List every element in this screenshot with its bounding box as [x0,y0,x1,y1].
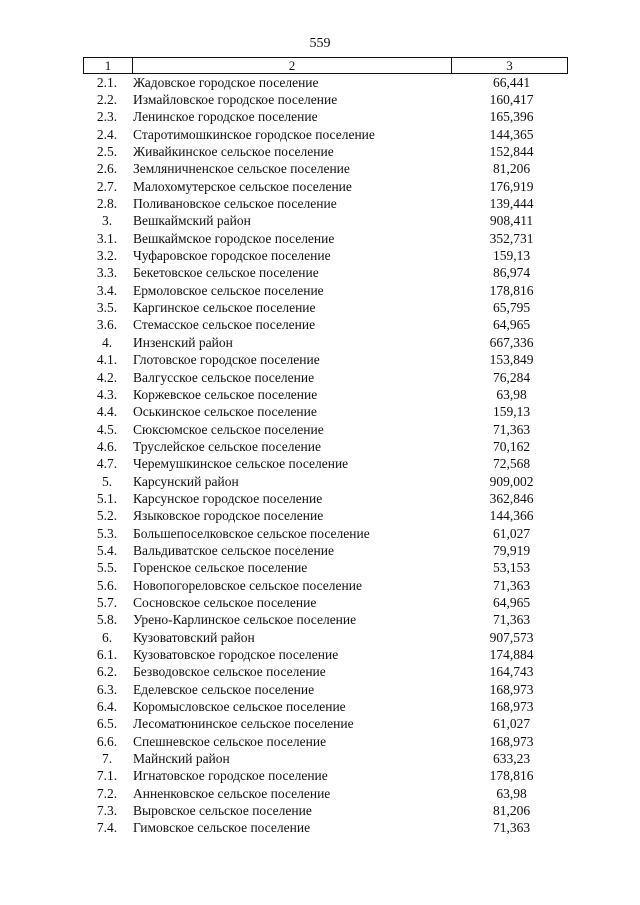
table-body [83,74,568,837]
row-number: 7.2. [96,785,118,801]
settlement-name: Каргинское сельское поселение [133,300,316,316]
row-number: 6.6. [96,733,118,749]
settlement-name: Кузоватовское городское поселение [133,647,339,663]
settlement-name: Карсунское городское поселение [133,490,323,506]
row-number: 4.6. [96,438,118,454]
row-number: 6.4. [96,699,118,715]
row-number: 2.1. [96,74,118,90]
row-value: 160,417 [489,92,534,108]
settlement-name: Еделевское сельское поселение [133,681,315,697]
row-value: 908,411 [489,213,534,229]
settlement-name: Спешневское сельское поселение [133,733,327,749]
table-row [83,386,568,403]
table-row [83,456,568,473]
settlement-name: Чуфаровское городское поселение [133,248,331,264]
row-value: 79,919 [492,542,531,558]
row-value: 64,965 [492,317,531,333]
row-number: 6.5. [96,716,118,732]
row-number: 5.3. [96,525,118,541]
settlement-name: Инзенский район [133,334,233,350]
table-row [83,525,568,542]
row-value: 76,284 [492,369,531,385]
row-number: 2.4. [96,126,118,142]
row-number: 7.4. [96,820,118,836]
settlement-name: Ермоловское сельское поселение [133,282,324,298]
table-row [83,369,568,386]
table-row [83,733,568,750]
settlement-name: Игнатовское городское поселение [133,768,328,784]
settlement-name: Большепоселковское сельское поселение [133,525,370,541]
settlement-name: Стемасское сельское поселение [133,317,316,333]
row-number: 5.6. [96,577,118,593]
row-value: 159,13 [492,248,531,264]
table-row [83,317,568,334]
row-number: 2.8. [96,196,118,212]
row-value: 362,846 [489,490,534,506]
row-number: 3.2. [96,248,118,264]
row-value: 633,23 [492,751,531,767]
row-number: 6. [101,629,113,645]
row-number: 3.4. [96,282,118,298]
row-value: 174,884 [489,647,534,663]
table-row [83,768,568,785]
table-row [83,508,568,525]
row-number: 3.1. [96,230,118,246]
row-value: 61,027 [492,525,531,541]
row-number: 6.2. [96,664,118,680]
settlement-name: Старотимошкинское городское поселение [133,126,375,142]
settlement-name: Вешкаймское городское поселение [133,230,335,246]
settlement-name: Вальдиватское сельское поселение [133,542,334,558]
row-value: 139,444 [489,196,534,212]
row-number: 2.2. [96,92,118,108]
row-value: 165,396 [489,109,534,125]
row-number: 5.4. [96,542,118,558]
row-number: 5.2. [96,508,118,524]
row-value: 63,98 [496,386,527,402]
row-number: 3. [101,213,113,229]
row-number: 4.4. [96,404,118,420]
settlement-name: Безводовское сельское поселение [133,664,326,680]
row-value: 907,573 [489,629,534,645]
table-row [83,213,568,230]
settlement-name: Карсунский район [133,473,239,489]
row-number: 4.3. [96,386,118,402]
column-header-3: 3 [506,57,513,73]
row-value: 178,816 [489,282,534,298]
row-number: 4.7. [96,456,118,472]
settlement-name: Черемушкинское сельское поселение [133,456,349,472]
settlement-name: Ленинское городское поселение [133,109,318,125]
settlement-name: Коромысловское сельское поселение [133,699,346,715]
row-value: 153,849 [489,352,534,368]
settlement-name: Валгусское сельское поселение [133,369,315,385]
table-row [83,421,568,438]
settlement-name: Кузоватовский район [133,629,255,645]
settlement-name: Глотовское городское поселение [133,352,320,368]
table-row [83,299,568,316]
table-row [83,664,568,681]
table-row [83,785,568,802]
settlement-name: Анненковское сельское поселение [133,785,331,801]
table-row [83,490,568,507]
row-number: 7. [101,751,113,767]
table-row [83,716,568,733]
table-row [83,750,568,767]
table-row [83,178,568,195]
row-number: 5.1. [96,490,118,506]
row-value: 168,973 [489,681,534,697]
row-value: 61,027 [492,716,531,732]
row-value: 81,206 [492,161,531,177]
table-row [83,698,568,715]
table-row [83,802,568,819]
row-number: 4.5. [96,421,118,437]
settlement-name: Языковское городское поселение [133,508,324,524]
settlement-name: Жадовское городское поселение [133,74,319,90]
table-row [83,91,568,108]
row-value: 81,206 [492,803,531,819]
table-row [83,560,568,577]
row-value: 71,363 [492,421,531,437]
row-value: 667,336 [489,334,534,350]
row-number: 7.1. [96,768,118,784]
row-number: 5.7. [96,594,118,610]
settlement-name: Живайкинское сельское поселение [133,144,334,160]
row-number: 3.6. [96,317,118,333]
settlement-name: Сосновское сельское поселение [133,594,317,610]
row-value: 176,919 [489,178,534,194]
table-row [83,143,568,160]
settlement-name: Майнский район [133,751,230,767]
table-row [83,473,568,490]
table-row [83,629,568,646]
table-row [83,74,568,91]
table-row [83,542,568,559]
column-header-2: 2 [133,58,452,73]
table-row [83,282,568,299]
row-number: 3.3. [96,265,118,281]
table-row [83,265,568,282]
row-value: 86,974 [492,265,531,281]
row-value: 168,973 [489,699,534,715]
settlement-name: Поливановское сельское поселение [133,196,337,212]
row-value: 168,973 [489,733,534,749]
table-row [83,230,568,247]
table-row [83,438,568,455]
settlement-name: Сюксюмское сельское поселение [133,421,324,437]
table-row [83,612,568,629]
row-value: 66,441 [492,74,531,90]
row-value: 63,98 [496,785,527,801]
table-row [83,247,568,264]
row-value: 71,363 [492,612,531,628]
row-number: 7.3. [96,803,118,819]
settlement-name: Измайловское городское поселение [133,92,338,108]
settlement-name: Гимовское сельское поселение [133,820,311,836]
row-number: 6.3. [96,681,118,697]
row-number: 4. [101,334,113,350]
row-number: 6.1. [96,647,118,663]
settlement-name: Малохомутерское сельское поселение [133,178,352,194]
data-table [83,57,568,837]
row-value: 70,162 [492,438,531,454]
row-number: 5.8. [96,612,118,628]
settlement-name: Труслейское сельское поселение [133,438,321,454]
page-number: 559 [309,36,331,51]
table-row [83,161,568,178]
row-number: 5. [101,473,113,489]
row-value: 53,153 [492,560,531,576]
settlement-name: Вешкаймский район [133,213,251,229]
table-row [83,681,568,698]
row-value: 71,363 [492,577,531,593]
row-value: 152,844 [489,144,534,160]
row-value: 159,13 [492,404,531,420]
row-value: 144,366 [489,508,534,524]
table-row [83,404,568,421]
table-row [83,646,568,663]
table-header [83,57,568,74]
settlement-name: Новопогореловское сельское поселение [133,577,362,593]
table-row [83,334,568,351]
row-number: 2.5. [96,144,118,160]
settlement-name: Оськинское сельское поселение [133,404,317,420]
row-number: 2.6. [96,161,118,177]
table-row [83,126,568,143]
settlement-name: Выровское сельское поселение [133,803,312,819]
row-number: 2.7. [96,178,118,194]
row-value: 144,365 [489,126,534,142]
settlement-name: Урено-Карлинское сельское поселение [133,612,357,628]
row-number: 3.5. [96,300,118,316]
row-number: 2.3. [96,109,118,125]
row-number: 4.1. [96,352,118,368]
row-value: 71,363 [492,820,531,836]
table-row [83,577,568,594]
row-value: 164,743 [489,664,534,680]
settlement-name: Бекетовское сельское поселение [133,265,319,281]
row-value: 909,002 [489,473,534,489]
row-value: 72,568 [492,456,531,472]
settlement-name: Земляничненское сельское поселение [133,161,350,177]
row-value: 65,795 [492,300,531,316]
settlement-name: Горенское сельское поселение [133,560,308,576]
row-number: 5.5. [96,560,118,576]
row-value: 64,965 [492,594,531,610]
settlement-name: Лесоматюнинское сельское поселение [133,716,354,732]
table-row [83,594,568,611]
column-header-1: 1 [84,58,133,73]
table-row [83,109,568,126]
table-row [83,195,568,212]
table-row [83,352,568,369]
row-value: 352,731 [489,230,534,246]
settlement-name: Коржевское сельское поселение [133,386,318,402]
row-number: 4.2. [96,369,118,385]
row-value: 178,816 [489,768,534,784]
table-row [83,820,568,837]
